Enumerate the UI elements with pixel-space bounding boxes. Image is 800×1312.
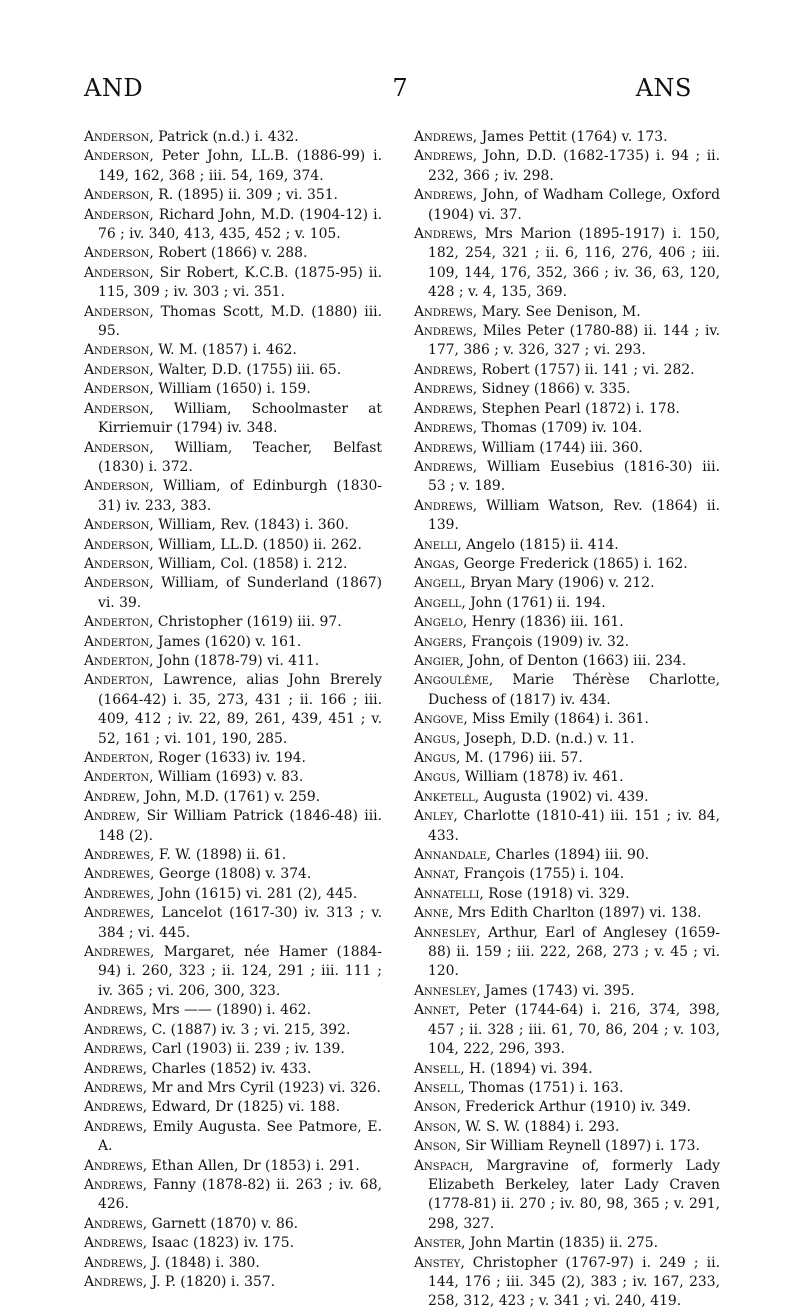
entry-surname: Andrews, xyxy=(84,1079,148,1096)
page-number: 7 xyxy=(392,74,408,102)
entry-surname: Andrews, xyxy=(414,458,478,475)
entry-surname: Anderton, xyxy=(84,672,154,689)
index-entry xyxy=(414,652,720,671)
index-column-right xyxy=(414,128,720,1312)
index-entry xyxy=(84,303,382,342)
entry-details: Sir William Patrick (1846-48) iii. 148 (2). xyxy=(98,808,382,844)
index-entry xyxy=(84,400,382,439)
index-entry xyxy=(414,536,720,555)
index-entry xyxy=(414,147,720,186)
entry-surname: Anderson, xyxy=(84,303,154,320)
entry-surname: Anderson, xyxy=(84,342,154,359)
index-entry xyxy=(414,846,720,865)
entry-details: J. P. (1820) i. 357. xyxy=(147,1273,276,1290)
entry-details: C. (1887) iv. 3 ; vi. 215, 392. xyxy=(147,1021,351,1038)
index-entry xyxy=(84,361,382,380)
index-entry xyxy=(414,555,720,574)
entry-details: James Pettit (1764) v. 173. xyxy=(477,129,668,145)
index-entry xyxy=(84,477,382,516)
entry-details: Robert (1866) v. 288. xyxy=(153,245,308,262)
entry-surname: Anstey, xyxy=(414,1254,465,1271)
index-entry xyxy=(414,225,720,303)
index-entry xyxy=(84,380,382,399)
entry-surname: Andrews, xyxy=(84,1176,148,1193)
entry-surname: Angers, xyxy=(414,633,467,650)
entry-surname: Angus, xyxy=(414,750,461,766)
entry-details: Angelo (1815) ii. 414. xyxy=(461,536,619,553)
entry-surname: Anderson, xyxy=(84,245,154,262)
entry-surname: Andrews, xyxy=(84,1235,148,1252)
entry-details: Emily Augusta. See Patmore, E. A. xyxy=(98,1118,382,1155)
entry-surname: Andrews, xyxy=(84,1002,148,1019)
index-entry xyxy=(84,1273,382,1292)
entry-details: William, Teacher, Belfast (1830) i. 372. xyxy=(98,439,382,475)
entry-surname: Annet, xyxy=(414,1002,460,1019)
entry-surname: Andrewes, xyxy=(84,944,155,961)
entry-details: Charles (1894) iii. 90. xyxy=(491,847,650,864)
entry-surname: Annesley, xyxy=(414,924,481,941)
entry-surname: Anderson, xyxy=(84,400,154,417)
entry-surname: Anson, xyxy=(414,1099,461,1116)
index-entry xyxy=(84,1021,382,1040)
entry-details: François (1755) i. 104. xyxy=(459,866,625,883)
index-entry xyxy=(414,128,720,147)
index-entry xyxy=(84,555,382,574)
entry-details: W. M. (1857) i. 462. xyxy=(153,342,297,359)
entry-details: William (1650) i. 159. xyxy=(153,381,311,398)
index-entry xyxy=(84,671,382,749)
entry-details: Mrs —— (1890) i. 462. xyxy=(147,1002,312,1019)
entry-details: Stephen Pearl (1872) i. 178. xyxy=(477,400,680,417)
entry-details: Walter, D.D. (1755) iii. 65. xyxy=(153,361,342,378)
index-entry xyxy=(84,788,382,807)
entry-surname: Angus, xyxy=(414,769,461,786)
entry-details: Carl (1903) ii. 239 ; iv. 139. xyxy=(147,1041,345,1058)
entry-details: William (1744) iii. 360. xyxy=(477,439,643,456)
index-entry xyxy=(414,594,720,613)
index-entry xyxy=(414,768,720,787)
index-entry xyxy=(84,1254,382,1273)
entry-surname: Anderson, xyxy=(84,478,154,495)
entry-surname: Anderson, xyxy=(84,206,154,223)
entry-details: Lawrence, alias John Brerely (1664-42) i. 35, 273, 431 ; ii. 166 ; iii. 409, 412 ; iv. 22, 89, 261, 439, 451 ; v. 52, 161 ; vi. 101, 190, 285. xyxy=(98,672,382,747)
index-entry xyxy=(414,186,720,225)
entry-details: Lancelot (1617-30) iv. 313 ; v. 384 ; vi. 445. xyxy=(98,905,382,941)
index-entry xyxy=(84,341,382,360)
entry-details: George (1808) v. 374. xyxy=(154,866,312,883)
entry-surname: Anley, xyxy=(414,808,458,825)
index-entry xyxy=(84,1176,382,1215)
index-entry xyxy=(414,419,720,438)
index-entry xyxy=(84,574,382,613)
index-entry xyxy=(414,322,720,361)
index-entry xyxy=(84,865,382,884)
entry-details: William, LL.D. (1850) ii. 262. xyxy=(153,536,362,553)
entry-surname: Anderton, xyxy=(84,652,154,669)
index-entry xyxy=(414,710,720,729)
entry-details: Thomas (1751) i. 163. xyxy=(464,1079,624,1096)
entry-surname: Anelli, xyxy=(414,536,462,553)
entry-details: Arthur, Earl of Anglesey (1659-88) ii. 159 ; iii. 222, 268, 273 ; v. 45 ; vi. 120. xyxy=(428,924,720,980)
entry-surname: Angell, xyxy=(414,594,466,611)
entry-details: Sir William Reynell (1897) i. 173. xyxy=(461,1138,700,1155)
index-entry xyxy=(84,1098,382,1117)
entry-details: R. (1895) ii. 309 ; vi. 351. xyxy=(153,187,338,204)
entry-surname: Angell, xyxy=(414,575,466,592)
index-entry xyxy=(84,1060,382,1079)
index-entry xyxy=(84,1079,382,1098)
entry-details: W. S. W. (1884) i. 293. xyxy=(461,1118,620,1135)
index-entry xyxy=(84,846,382,865)
index-entry xyxy=(84,1001,382,1020)
entry-details: Frederick Arthur (1910) iv. 349. xyxy=(461,1099,691,1116)
entry-surname: Andrews, xyxy=(84,1254,148,1271)
index-entry xyxy=(414,788,720,807)
entry-details: James (1620) v. 161. xyxy=(153,633,302,650)
index-entry xyxy=(84,128,382,147)
index-entry xyxy=(84,206,382,245)
index-entry xyxy=(84,943,382,1001)
index-entry xyxy=(414,574,720,593)
index-entry xyxy=(84,749,382,768)
index-entry xyxy=(84,613,382,632)
entry-surname: Angus, xyxy=(414,730,461,747)
index-column-left xyxy=(84,128,382,1292)
index-entry xyxy=(414,439,720,458)
entry-surname: Andrews, xyxy=(84,1118,148,1135)
entry-surname: Annandale, xyxy=(414,847,492,864)
entry-details: F. W. (1898) ii. 61. xyxy=(154,847,287,864)
index-entry xyxy=(414,613,720,632)
entry-surname: Anderson, xyxy=(84,575,154,592)
entry-surname: Anderson, xyxy=(84,439,154,456)
index-entry xyxy=(84,244,382,263)
entry-surname: Andrews, xyxy=(414,497,478,514)
entry-surname: Anderton, xyxy=(84,769,154,786)
entry-surname: Andrews, xyxy=(414,400,478,417)
entry-surname: Andrews, xyxy=(84,1273,148,1290)
entry-surname: Anderson, xyxy=(84,555,154,572)
index-entry xyxy=(84,516,382,535)
entry-details: Garnett (1870) v. 86. xyxy=(147,1215,299,1232)
index-entry xyxy=(414,1079,720,1098)
entry-details: Mrs Edith Charlton (1897) vi. 138. xyxy=(453,905,702,922)
entry-details: William, Col. (1858) i. 212. xyxy=(153,555,348,572)
entry-surname: Angelo, xyxy=(414,614,468,631)
index-entry xyxy=(414,730,720,749)
entry-surname: Anspach, xyxy=(414,1157,474,1174)
entry-details: M. (1796) iii. 57. xyxy=(460,750,583,766)
index-entry xyxy=(414,1098,720,1117)
entry-details: John (1615) vi. 281 (2), 445. xyxy=(154,885,358,902)
entry-surname: Andrews, xyxy=(84,1021,148,1038)
entry-details: William (1693) v. 83. xyxy=(153,769,304,786)
index-entry xyxy=(414,1118,720,1137)
entry-details: Charles (1852) iv. 433. xyxy=(147,1060,312,1077)
entry-surname: Andrews, xyxy=(414,129,478,145)
entry-surname: Annesley, xyxy=(414,982,481,999)
entry-details: James (1743) vi. 395. xyxy=(480,982,635,999)
entry-details: Bryan Mary (1906) v. 212. xyxy=(465,575,655,592)
entry-surname: Andrews, xyxy=(414,323,478,340)
entry-surname: Andrewes, xyxy=(84,847,155,864)
index-entry xyxy=(84,1215,382,1234)
entry-details: John, of Denton (1663) iii. 234. xyxy=(463,652,687,669)
entry-details: John, M.D. (1761) v. 259. xyxy=(140,788,321,805)
entry-details: Miles Peter (1780-88) ii. 144 ; iv. 177, 386 ; v. 326, 327 ; vi. 293. xyxy=(428,323,720,359)
entry-details: François (1909) iv. 32. xyxy=(466,633,630,650)
header-left-guide: AND xyxy=(84,74,144,102)
entry-details: Edward, Dr (1825) vi. 188. xyxy=(147,1099,341,1116)
entry-surname: Anson, xyxy=(414,1118,461,1135)
entry-details: Marie Thérèse Charlotte, Duchess of (1817) iv. 434. xyxy=(428,672,720,708)
entry-details: Richard John, M.D. (1904-12) i. 76 ; iv. 340, 413, 435, 452 ; v. 105. xyxy=(98,206,382,243)
entry-surname: Ansell, xyxy=(414,1079,465,1096)
entry-surname: Andrews, xyxy=(414,420,478,437)
entry-details: William, of Edinburgh (1830-31) iv. 233, 383. xyxy=(98,478,382,514)
entry-details: John, D.D. (1682-1735) i. 94 ; ii. 232, 366 ; iv. 298. xyxy=(428,148,720,184)
index-entry xyxy=(414,749,720,768)
entry-surname: Andrews, xyxy=(414,439,478,456)
entry-details: Mr and Mrs Cyril (1923) vi. 326. xyxy=(147,1079,381,1096)
entry-details: William, Schoolmaster at Kirriemuir (1794) iv. 348. xyxy=(98,400,382,437)
entry-surname: Annatelli, xyxy=(414,885,484,902)
entry-details: Mary. See Denison, M. xyxy=(477,303,641,320)
index-entry xyxy=(414,1157,720,1235)
index-entry xyxy=(414,1001,720,1059)
index-entry xyxy=(84,439,382,478)
entry-details: Peter (1744-64) i. 216, 374, 398, 457 ; ii. 328 ; iii. 61, 70, 86, 204 ; v. 103, 104, 222, 296, 393. xyxy=(428,1002,720,1058)
entry-surname: Anketell, xyxy=(414,788,480,805)
entry-surname: Andrewes, xyxy=(84,905,155,922)
entry-surname: Andrews, xyxy=(414,187,478,204)
entry-details: Sir Robert, K.C.B. (1875-95) ii. 115, 309 ; iv. 303 ; vi. 351. xyxy=(98,264,382,301)
index-entry xyxy=(414,380,720,399)
entry-surname: Andrews, xyxy=(414,148,478,165)
entry-surname: Anderton, xyxy=(84,633,154,650)
entry-surname: Anderson, xyxy=(84,129,154,145)
header-right-guide: ANS xyxy=(635,74,692,102)
entry-surname: Andrews, xyxy=(84,1060,148,1077)
entry-surname: Anson, xyxy=(414,1138,461,1155)
entry-details: John, of Wadham College, Oxford (1904) vi. 37. xyxy=(428,187,720,223)
index-entry xyxy=(84,1157,382,1176)
entry-details: Sidney (1866) v. 335. xyxy=(477,381,631,398)
index-entry xyxy=(84,633,382,652)
entry-details: John (1878-79) vi. 411. xyxy=(153,652,320,669)
running-header xyxy=(0,74,800,108)
entry-details: William (1878) iv. 461. xyxy=(460,769,624,786)
entry-surname: Anderson, xyxy=(84,536,154,553)
index-entry xyxy=(84,1118,382,1157)
index-entry xyxy=(84,147,382,186)
entry-surname: Andrews, xyxy=(414,361,478,378)
entry-surname: Andrews, xyxy=(414,303,478,320)
entry-details: William, Rev. (1843) i. 360. xyxy=(153,517,349,534)
entry-surname: Anderson, xyxy=(84,361,154,378)
entry-surname: Anderton, xyxy=(84,614,154,631)
entry-surname: Andrewes, xyxy=(84,885,155,902)
entry-details: Thomas Scott, M.D. (1880) iii. 95. xyxy=(98,303,382,340)
index-entry xyxy=(414,924,720,982)
entry-details: Patrick (n.d.) i. 432. xyxy=(153,129,299,145)
entry-details: H. (1894) vi. 394. xyxy=(464,1060,593,1077)
entry-surname: Anster, xyxy=(414,1235,466,1252)
entry-details: George Frederick (1865) i. 162. xyxy=(459,555,688,572)
entry-surname: Anderson, xyxy=(84,264,154,281)
entry-surname: Andrews, xyxy=(84,1099,148,1116)
entry-details: John (1761) ii. 194. xyxy=(465,594,606,611)
index-entry xyxy=(414,633,720,652)
index-entry xyxy=(84,264,382,303)
entry-details: Charlotte (1810-41) iii. 151 ; iv. 84, 433. xyxy=(428,808,720,844)
index-entry xyxy=(414,361,720,380)
entry-details: Miss Emily (1864) i. 361. xyxy=(467,711,649,728)
entry-surname: Andrewes, xyxy=(84,866,155,883)
entry-surname: Annat, xyxy=(414,866,460,883)
entry-surname: Andrew, xyxy=(84,808,141,825)
entry-surname: Anderson, xyxy=(84,517,154,534)
index-entry xyxy=(414,982,720,1001)
index-entry xyxy=(84,807,382,846)
entry-surname: Andrews, xyxy=(414,381,478,398)
index-entry xyxy=(414,497,720,536)
entry-details: Augusta (1902) vi. 439. xyxy=(479,788,649,805)
entry-surname: Anderson, xyxy=(84,187,154,204)
entry-surname: Ansell, xyxy=(414,1060,465,1077)
index-entry xyxy=(84,536,382,555)
entry-surname: Anderson, xyxy=(84,148,154,165)
entry-surname: Andrews, xyxy=(84,1041,148,1058)
entry-surname: Angove, xyxy=(414,711,468,728)
entry-surname: Angoulême, xyxy=(414,672,494,689)
entry-surname: Angier, xyxy=(414,652,464,669)
index-entry xyxy=(414,671,720,710)
entry-surname: Anne, xyxy=(414,905,454,922)
entry-details: Ethan Allen, Dr (1853) i. 291. xyxy=(147,1157,360,1174)
entry-details: Thomas (1709) iv. 104. xyxy=(477,420,643,437)
entry-surname: Andrews, xyxy=(84,1215,148,1232)
entry-details: Fanny (1878-82) ii. 263 ; iv. 68, 426. xyxy=(98,1176,382,1213)
index-entry xyxy=(84,186,382,205)
index-entry xyxy=(414,1060,720,1079)
entry-surname: Andrews, xyxy=(414,226,478,243)
entry-details: Peter John, LL.B. (1886-99) i. 149, 162, 368 ; iii. 54, 169, 374. xyxy=(98,148,382,184)
index-entry xyxy=(414,865,720,884)
index-entry xyxy=(414,1254,720,1312)
entry-details: Christopher (1767-97) i. 249 ; ii. 144, 176 ; iii. 345 (2), 383 ; iv. 167, 233, 258, 312, 423 ; v. 341 ; vi. 240, 419. xyxy=(428,1254,720,1310)
index-entry xyxy=(84,904,382,943)
entry-surname: Angas, xyxy=(414,555,460,572)
entry-surname: Anderton, xyxy=(84,750,154,766)
entry-details: Christopher (1619) iii. 97. xyxy=(153,614,342,631)
index-entry xyxy=(414,807,720,846)
entry-details: J. (1848) i. 380. xyxy=(147,1254,260,1271)
index-entry xyxy=(84,768,382,787)
index-entry xyxy=(84,652,382,671)
entry-surname: Anderson, xyxy=(84,381,154,398)
entry-details: Joseph, D.D. (n.d.) v. 11. xyxy=(460,730,635,747)
entry-details: Margaret, née Hamer (1884-94) i. 260, 323 ; ii. 124, 291 ; iii. 111 ; iv. 365 ; vi. 206, 300, 323. xyxy=(98,944,382,999)
index-entry xyxy=(414,1234,720,1253)
index-entry xyxy=(414,458,720,497)
entry-details: Mrs Marion (1895-1917) i. 150, 182, 254, 321 ; ii. 6, 116, 276, 406 ; iii. 109, 144, 176, 352, 366 ; iv. 36, 63, 120, 428 ; v. 4, 135, 369. xyxy=(428,226,720,301)
index-entry xyxy=(414,885,720,904)
entry-details: Rose (1918) vi. 329. xyxy=(483,885,630,902)
entry-details: William Watson, Rev. (1864) ii. 139. xyxy=(428,497,720,534)
index-entry xyxy=(414,400,720,419)
index-entry xyxy=(414,303,720,322)
entry-details: Margravine of, formerly Lady Elizabeth Berkeley, later Lady Craven (1778-81) ii. 270 ; iv. 80, 98, 365 ; v. 291, 298, 327. xyxy=(428,1157,720,1232)
entry-surname: Andrews, xyxy=(84,1157,148,1174)
entry-details: John Martin (1835) ii. 275. xyxy=(465,1235,658,1252)
index-entry xyxy=(414,1137,720,1156)
index-entry xyxy=(414,904,720,923)
index-entry xyxy=(84,1040,382,1059)
index-entry xyxy=(84,1234,382,1253)
entry-details: Roger (1633) iv. 194. xyxy=(153,750,306,766)
entry-details: William Eusebius (1816-30) iii. 53 ; v. 189. xyxy=(428,458,720,495)
entry-details: Isaac (1823) iv. 175. xyxy=(147,1235,294,1252)
entry-details: William, of Sunderland (1867) vi. 39. xyxy=(98,575,382,611)
index-entry xyxy=(84,885,382,904)
entry-details: Henry (1836) iii. 161. xyxy=(467,614,624,631)
entry-surname: Andrew, xyxy=(84,788,141,805)
entry-details: Robert (1757) ii. 141 ; vi. 282. xyxy=(477,361,695,378)
